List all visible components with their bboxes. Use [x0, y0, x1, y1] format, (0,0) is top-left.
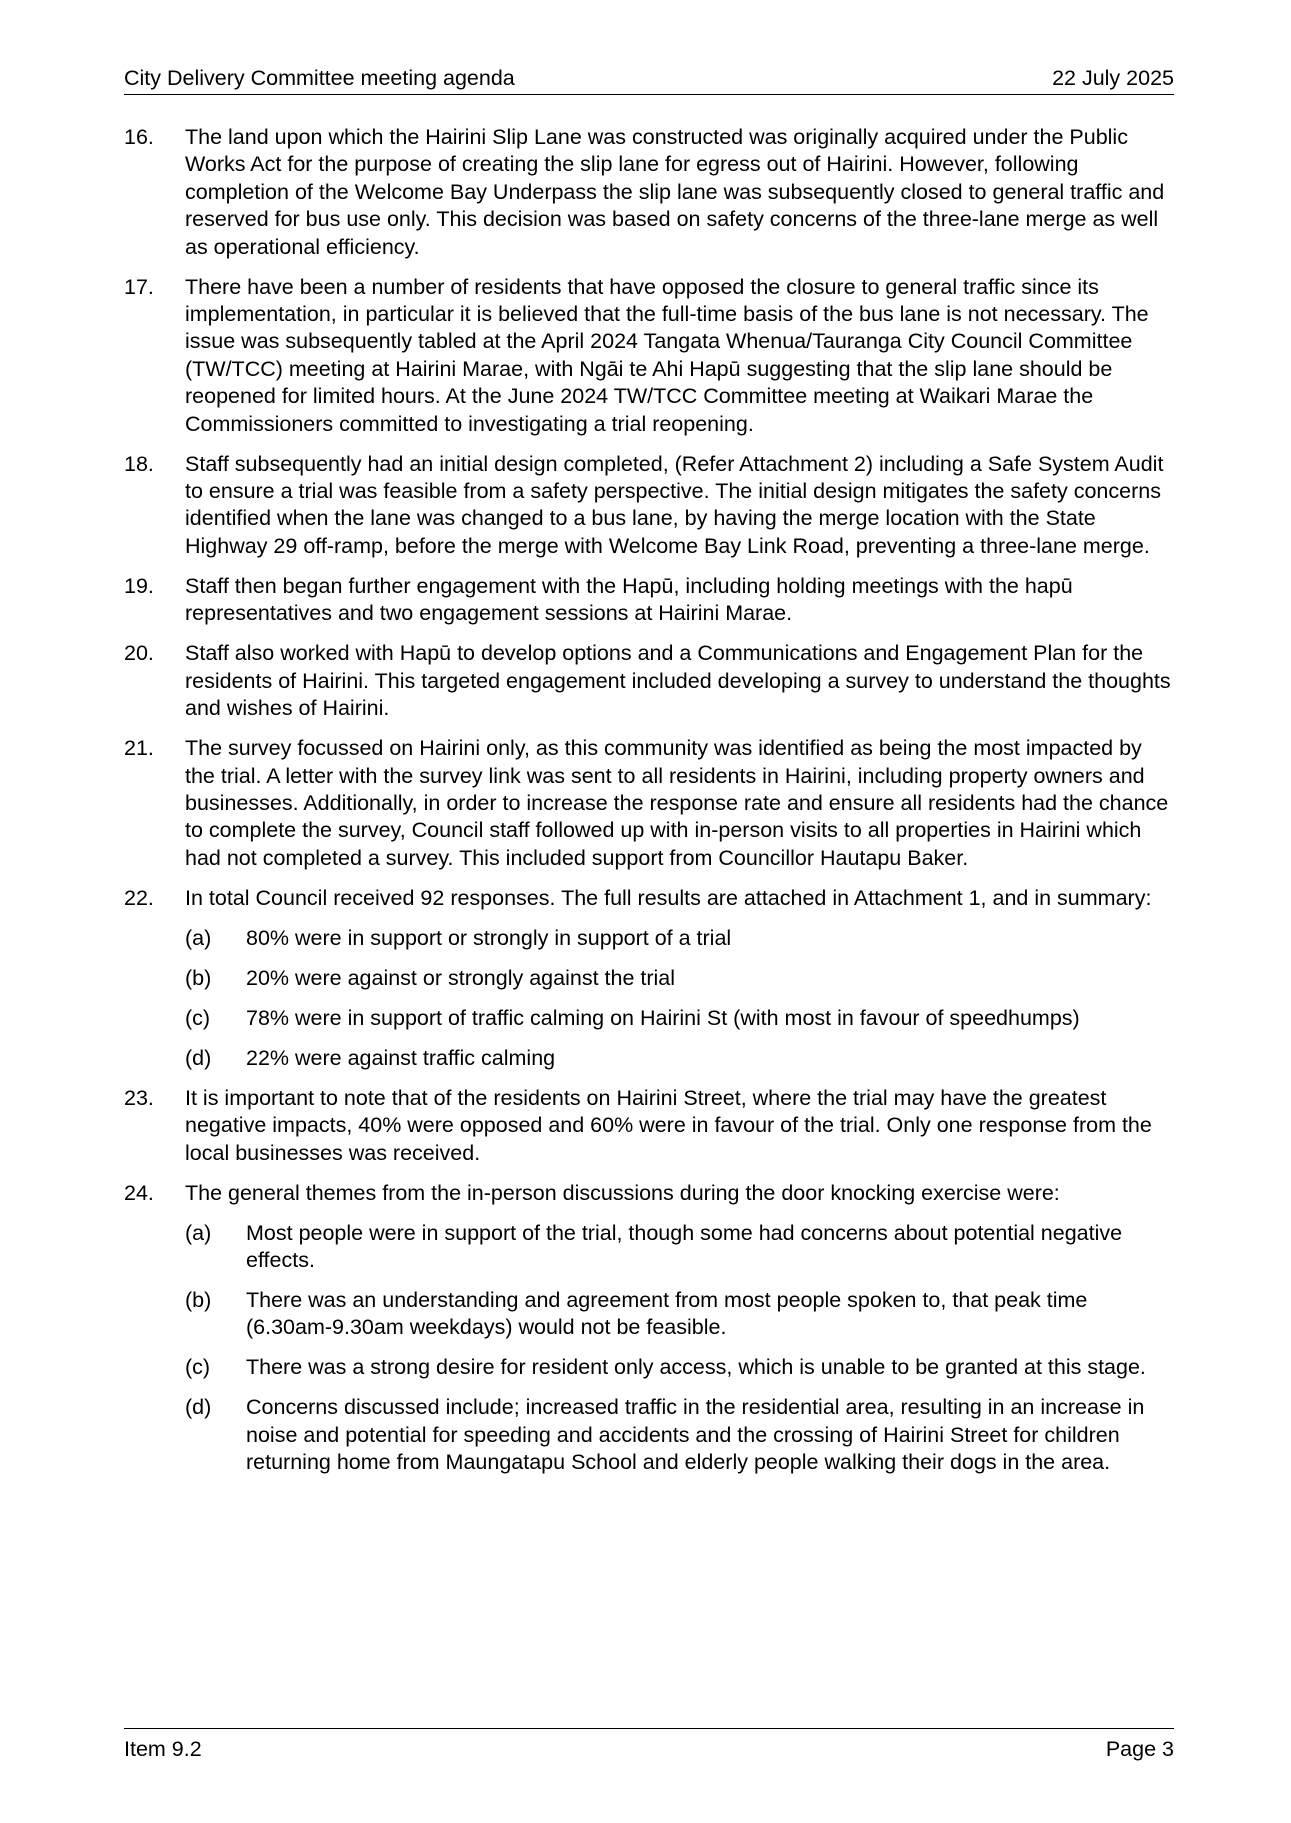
sub-item-letter: (c): [185, 1005, 211, 1030]
footer-divider: [124, 1728, 1174, 1729]
header-title: City Delivery Committee meeting agenda: [124, 66, 515, 90]
sub-item-letter: (c): [185, 1355, 211, 1380]
sub-item-24b: [185, 1287, 1174, 1342]
sub-item-letter: (a): [185, 925, 212, 950]
paragraph-number: 17.: [124, 274, 154, 299]
sub-item-text: There was a strong desire for resident only access, which is unable to be granted at this stage.: [246, 1355, 1146, 1380]
paragraph-number: 18.: [124, 451, 154, 476]
paragraph-24: [124, 1180, 1174, 1207]
sub-item-letter: (a): [185, 1220, 212, 1245]
paragraph-number: 19.: [124, 573, 154, 598]
sub-item-24d: [185, 1394, 1174, 1476]
sub-item-24c: [185, 1354, 1174, 1381]
sub-item-text: Concerns discussed include; increased traffic in the residential area, resulting in an increase in noise and potential for speeding and accidents and the crossing of Hairini Street for children returning home from Maungatapu School and elderly people walking their dogs in the area.: [246, 1395, 1145, 1475]
sub-item-letter: (d): [185, 1395, 212, 1420]
paragraph-21: [124, 735, 1174, 872]
header-divider: [124, 94, 1174, 95]
paragraph-18: [124, 451, 1174, 561]
paragraph-20: [124, 640, 1174, 722]
sub-item-22a: [185, 925, 1174, 952]
sub-item-text: 78% were in support of traffic calming on Hairini St (with most in favour of speedhumps): [246, 1005, 1080, 1030]
page-footer: [124, 1737, 1174, 1765]
paragraph-text: Staff also worked with Hapū to develop options and a Communications and Engagement Plan for the residents of Hairini. This targeted engagement included developing a survey to understand the thoughts and wishes of Hairini.: [185, 641, 1171, 721]
sub-item-letter: (d): [185, 1045, 212, 1070]
sub-item-22b: [185, 965, 1174, 992]
sub-item-24a: [185, 1220, 1174, 1275]
paragraph-23: [124, 1085, 1174, 1167]
sub-item-22c: [185, 1005, 1174, 1032]
footer-page-number: Page 3: [1105, 1737, 1174, 1761]
paragraph-text: Staff subsequently had an initial design completed, (Refer Attachment 2) including a Safe System Audit to ensure a trial was feasible from a safety perspective. The initial design mitigates the safety concerns identified when the lane was changed to a bus lane, by having the merge location with the State Highway 29 off-ramp, before the merge with Welcome Bay Link Road, preventing a three-lane merge.: [185, 451, 1164, 558]
paragraph-17: [124, 274, 1174, 438]
paragraph-number: 20.: [124, 641, 154, 666]
paragraph-19: [124, 573, 1174, 628]
paragraph-number: 16.: [124, 125, 154, 149]
document-body: [124, 124, 1174, 1489]
sub-item-letter: (b): [185, 1287, 212, 1312]
sub-item-text: 22% were against traffic calming: [246, 1045, 556, 1070]
sub-item-text: 80% were in support or strongly in support of a trial: [246, 925, 732, 950]
paragraph-number: 22.: [124, 885, 154, 910]
header-date: 22 July 2025: [1052, 66, 1174, 90]
paragraph-text: The land upon which the Hairini Slip Lane was constructed was originally acquired under the Public Works Act for the purpose of creating the slip lane for egress out of Hairini. However, following completion of the Welcome Bay Underpass the slip lane was subsequently closed to general traffic and reserved for bus use only. This decision was based on safety concerns of the three-lane merge as well as operational efficiency.: [185, 125, 1165, 259]
paragraph-text: In total Council received 92 responses. The full results are attached in Attachment 1, and in summary:: [185, 885, 1152, 910]
paragraph-text: The survey focussed on Hairini only, as this community was identified as being the most impacted by the trial. A letter with the survey link was sent to all residents in Hairini, including property owners and businesses. Additionally, in order to increase the response rate and ensure all residents had the chance to complete the survey, Council staff followed up with in-person visits to all properties in Hairini which had not completed a survey. This included support from Councillor Hautapu Baker.: [185, 736, 1169, 870]
footer-item-number: Item 9.2: [124, 1737, 202, 1761]
sub-item-text: There was an understanding and agreement from most people spoken to, that peak time (6.30am-9.30am weekdays) would not be feasible.: [246, 1287, 1088, 1340]
sub-item-letter: (b): [185, 965, 212, 990]
sub-item-text: 20% were against or strongly against the trial: [246, 965, 676, 990]
paragraph-text: Staff then began further engagement with the Hapū, including holding meetings with the hapū representatives and two engagement sessions at Hairini Marae.: [185, 573, 1073, 626]
paragraph-text: It is important to note that of the residents on Hairini Street, where the trial may have the greatest negative impacts, 40% were opposed and 60% were in favour of the trial. Only one response from the local businesses was received.: [185, 1085, 1152, 1165]
paragraph-16: [124, 124, 1174, 261]
sub-item-text: Most people were in support of the trial, though some had concerns about potential negative effects.: [246, 1220, 1123, 1272]
sub-item-22d: [185, 1045, 1174, 1072]
paragraph-number: 23.: [124, 1085, 154, 1110]
paragraph-text: There have been a number of residents that have opposed the closure to general traffic since its implementation, in particular it is believed that the full-time basis of the bus lane is not necessary. The issue was subsequently tabled at the April 2024 Tangata Whenua/Tauranga City Council Committee (TW/TCC) meeting at Hairini Marae, with Ngāi te Ahi Hapū suggesting that the slip lane should be reopened for limited hours. At the June 2024 TW/TCC Committee meeting at Waikari Marae the Commissioners committed to investigating a trial reopening.: [185, 274, 1149, 436]
page-header: [124, 66, 1174, 94]
paragraph-number: 21.: [124, 736, 154, 761]
paragraph-text: The general themes from the in-person discussions during the door knocking exercise were:: [185, 1180, 1060, 1205]
paragraph-number: 24.: [124, 1180, 154, 1205]
paragraph-22: [124, 885, 1174, 912]
